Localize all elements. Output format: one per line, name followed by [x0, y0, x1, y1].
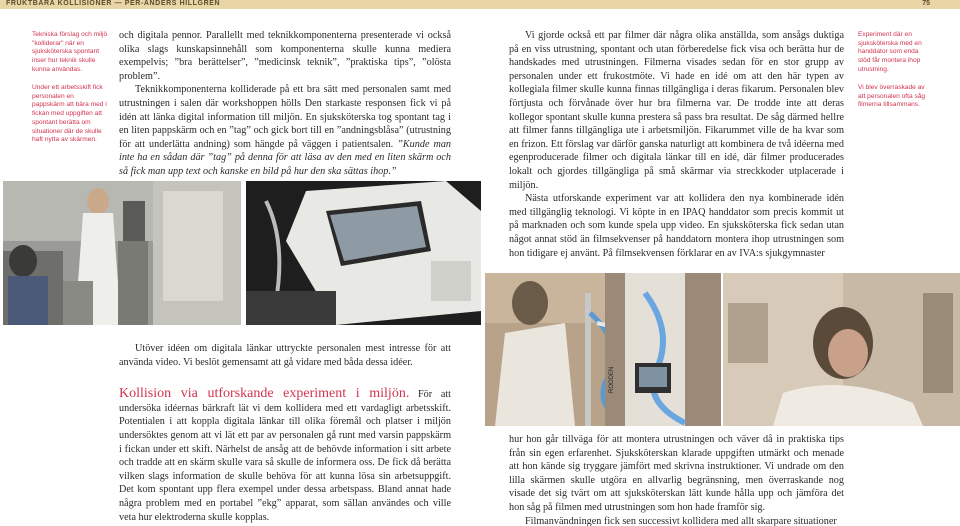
- nurse-with-patient-photo: [3, 181, 241, 325]
- svg-text:ROODEN: ROODEN: [609, 366, 615, 393]
- portable-monitor-photo: [246, 181, 481, 325]
- quote-text: ”Kunde man inte ha en sådan där ”tag” på denna för att läsa av den med en liten skärm och så fick man upp text och kanske en bild på hur den ska sättas ihop.”: [119, 138, 452, 177]
- side-note-4: Vi blev överraskade av att personalen ofta såg filmerna tillsammans.: [858, 84, 926, 109]
- paragraph-text: Teknikkomponenterna kolliderade på ett bra sätt med personalen samt med utrustningen i salen där workshoppen hölls Den starkaste responsen fick vi på idén att länka digital information till miljön. En sjuksköterska tog spontant tag i en liten pappskärm och en ”tag” och gick bort till en ”andningsblåsa” (utrustning för att underlätta andning) som hängde på väggen i patientsalen.: [119, 84, 451, 150]
- text-column-right-lower: [509, 433, 844, 526]
- paragraph: hur hon går tillväga för att montera utrustningen och väver då in praktiska tips från sin egen erfarenhet. Sjuksköterskan klarade uppgiften utmärkt och menade att hon kände sig tryggare jämfört med skrivna instruktioner. Vi undrade om den lilla skärmen skulle utgöra en allvarlig begränsning, men överraskande nog visade det sig tvärt om att sjuksköterskan lätt kunde hålla upp och jämföra det hon såg på filmen med utrustningen som hon hade framför sig.: [509, 434, 844, 513]
- paragraph: Utöver idéen om digitala länkar uttryckte personalen mest intresse för att använda video. Vi beslöt gemensamt att gå vidare med båda dessa idéer.: [119, 343, 451, 368]
- page-number: 75: [922, 0, 930, 7]
- side-note-1: Tekniska förslag och miljö "kolliderar" när en sjuksköterska spontant inser hur teknik skulle kunna användas.: [32, 31, 108, 73]
- handheld-and-tubing-photo: [605, 273, 721, 426]
- text-column-middle-lower: [119, 342, 451, 524]
- section-heading: Kollision via utforskande experiment i miljön.: [119, 386, 410, 402]
- side-note-2: Under ett arbetsskift fick personalen en pappskärm att bära med i fickan med uppgiften att spontant berätta om situationer där de skulle haft nytta av skärmen.: [32, 84, 107, 144]
- text-column-right-upper: [509, 29, 844, 260]
- paragraph-text: För att undersöka idéernas bärkraft lät vi dem kollidera med ett vardagligt arbetsskift. Potentialen i att koppla digitala länkar till olika föremål och platser i miljön undersöktes genom att vi lät ett par av personalen gå runt med varsin pappskärm i fickan under ett skift. Närhelst de ansåg att de behövde information i sitt arbete och tradde att en skärm skulle vara så skulle de informera oss. De fick då berätta vilken slags information de skulle behöva för att kunna lösa sin arbetsuppgift. Det kom spontant upp flera exempel under dessa arbetspass. Bland annat hade några problem med en portabel ”ekg” apparat, som sällan användes och ville veta hur elektroderna skulle kopplas.: [119, 389, 451, 523]
- paragraph: och digitala pennor. Parallellt med teknikkomponenterna presenterade vi också olika slags kunskapsinnehåll som komponenterna skulle kunna mediera exempelvis; ”bra berättelser”, ”medicinsk teknik”, ”praktiska tips”, ”olösta problem”.: [119, 30, 451, 82]
- paragraph: Filmanvändningen fick sen successivt kollidera med allt skarpare situationer: [525, 515, 837, 526]
- paragraph: [119, 83, 451, 178]
- nurse-close-up-photo: [723, 273, 960, 426]
- text-column-middle-upper: [119, 29, 451, 179]
- paragraph: Nästa utforskande experiment var att kollidera den nya kombinerade idén med tillgänglig teknologi. Vi köpte in en IPAQ handdator som precis kommit ut på marknaden och som kunde spela upp video. En sjuksköterska fick sedan utan något annat stöd än filmsekvenser på handdatorn montera ihop utrustningen som hon tidigare ej använt. På filmsekvensen förklarar en av IVA:s sjukgymnaster: [509, 193, 844, 259]
- side-note-3: Experiment där en sjuksköterska med en handdator som enda stöd får montera ihop utrustning.: [858, 31, 922, 73]
- paragraph: [119, 387, 451, 524]
- running-header-title: FRUKTBARA KOLLISIONER — PER-ANDERS HILLGREN: [6, 0, 221, 7]
- paragraph: Vi gjorde också ett par filmer där några olika anställda, som ansågs duktiga på en viss utrustning, spontant och utan förberedelse fick visa och berätta hur de handskades med utrustningen. Filmerna visades sedan för en stor grupp av personalen under ett frukostmöte. Vi hade en idé om att den här typen av kollegiala filmer skulle kunna finnas tillgängliga i deras fikarum. Personalen blev förtjusta och förvånade över hur bra filmerna var. De trodde inte att deras kollegor spontant skulle kunna prestera så pass bra resultat. De såg därmed hellre att filmer fanns tillgängliga ute i arbetsmiljön. Fikarummet ville de ha kvar som en frizon. Ett förslag var därför ganska naturligt att kombinera de två idéerna med egenproducerade filmer och digitala länkar till en idé, där filmer producerades lokalt och gjordes tillgängliga på små skärmar via streckkoder utplacerade i miljön.: [509, 30, 844, 191]
